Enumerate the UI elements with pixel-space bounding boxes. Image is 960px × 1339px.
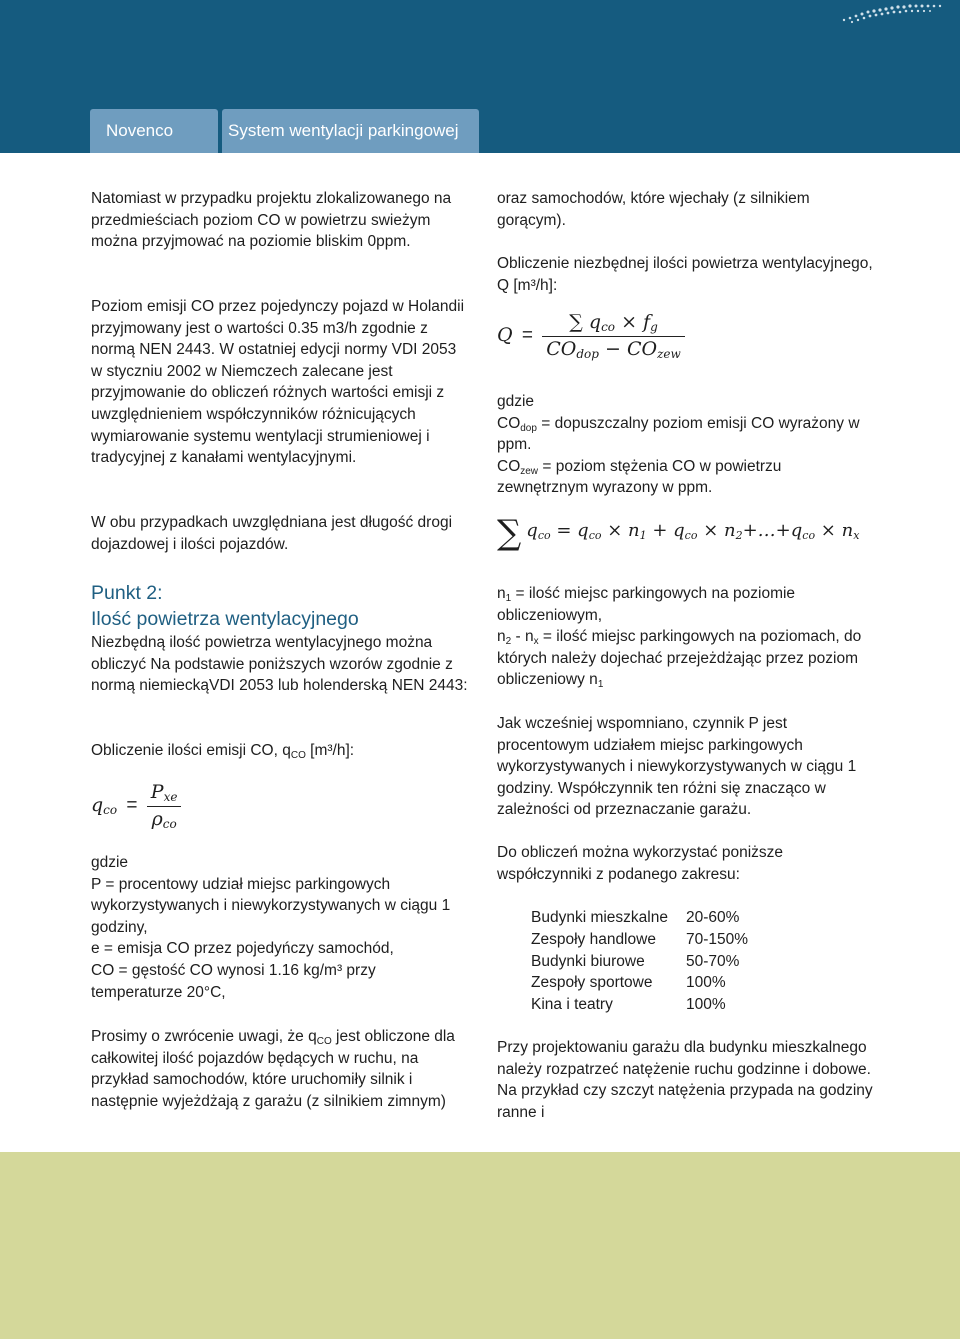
n2-desc-sub: 1 bbox=[597, 679, 604, 691]
definition-p: P = procentowy udział miejsc parkingowych wykorzystywanych i niewykorzystywanych w ciągu 1 godziny, bbox=[91, 875, 451, 936]
coefficients-table-wrap bbox=[531, 907, 871, 1016]
definition-n1 bbox=[497, 583, 877, 626]
n1-desc: = ilość miejsc parkingowych na poziomie obliczeniowym, bbox=[497, 585, 796, 624]
n2-desc: = ilość miejsc parkingowych na poziomach, do których należy dojechać przejeżdżając przez poziom obliczeniowy n bbox=[497, 628, 862, 689]
table-row bbox=[531, 907, 766, 929]
paragraph-coefficients: Do obliczeń można wykorzystać poniższe współczynniki z podanego zakresu: bbox=[497, 844, 784, 883]
left-column bbox=[91, 188, 471, 253]
paragraph-air-calc: Obliczenie niezbędnej ilości powietrza wentylacyjnego, Q [m³/h]: bbox=[497, 255, 873, 294]
co-dop-sub: dop bbox=[520, 422, 537, 434]
n2-text: n bbox=[497, 628, 506, 646]
definition-e: e = emisja CO przez pojedyńczy samochód, bbox=[91, 940, 394, 958]
right-column-6 bbox=[497, 842, 877, 885]
left-column-4 bbox=[91, 580, 471, 697]
formula-q: Q = $\frac{\sum q_{co} \times f_g}{CO_{dop} - CO_{zew}}$ bbox=[497, 312, 877, 360]
definition-co: CO = gęstość CO wynosi 1.16 kg/m³ przy temperaturze 20°C, bbox=[91, 961, 376, 1001]
table-row bbox=[531, 929, 766, 951]
paragraph-emission: Poziom emisji CO przez pojedynczy pojazd w Holandii przyjmowany jest o wartości 0.35 m3/h zgodnie z normą NEN 2443. W ostatniej edycji normy VDI 2053 w styczniu 2002 w Niemczech zalecane jest przyjmowanie do obliczeń różnych wartości emisji z uwzględnieniem współczynników różnicujących wymiarowanie systemu wentylacji strumieniowej i tradycyjnej z kanałami wentylacyjnymi. bbox=[91, 298, 465, 467]
left-column-5 bbox=[91, 740, 471, 762]
left-column-2 bbox=[91, 296, 471, 469]
right-column-4 bbox=[497, 583, 877, 691]
left-column-3 bbox=[91, 512, 471, 555]
footer-band bbox=[0, 1152, 960, 1339]
paragraph-garage-design: Przy projektowaniu garażu dla budynku mieszkalnego należy rozpatrzeć natężenie ruchu godzinne i dobowe. Na przykład czy szczyt natężenia przypada na godziny ranne i bbox=[497, 1039, 873, 1121]
coefficient-name: Kina i teatry bbox=[531, 996, 613, 1014]
coefficient-name: Zespoły sportowe bbox=[531, 974, 653, 992]
formula-sum-qco: ∑ $q_{co} = q_{co} \times n_1 + q_{co}$ × $n_2+\dots+q_{co} \times n_x$ bbox=[497, 513, 860, 553]
header-band bbox=[0, 0, 960, 153]
coefficient-name: Budynki biurowe bbox=[531, 952, 645, 970]
coefficient-value: 100% bbox=[685, 996, 726, 1014]
emission-calc-sub: CO bbox=[290, 750, 306, 761]
table-row bbox=[531, 972, 766, 994]
co-zew-text: CO bbox=[497, 457, 521, 475]
right-column-3 bbox=[497, 391, 877, 499]
paragraph-calculation: Niezbędną ilość powietrza wentylacyjnego można obliczyć Na podstawie poniższych wzorów zgodnie z normą niemieckąVDI 2053 lub holenderską NEN 2443: bbox=[91, 634, 468, 695]
paragraph-suburb: Natomiast w przypadku projektu zlokalizowanego na przedmieściach poziom CO w powietrzu swieżym można przyjmować na poziomie bliskim 0ppm. bbox=[91, 190, 452, 251]
nx-sub: x bbox=[533, 636, 539, 648]
coefficient-name: Zespoły handlowe bbox=[531, 930, 656, 948]
coefficient-value: 70-150% bbox=[685, 930, 749, 948]
where-label-right: gdzie bbox=[497, 393, 535, 410]
formula-qco: $q_{co}$ = $\frac{P_{xe}}{\rho_{co}}$ bbox=[91, 782, 471, 830]
definition-n2 bbox=[497, 626, 877, 691]
coefficient-name: Budynki mieszkalne bbox=[531, 909, 668, 927]
tab-novenco[interactable]: Novenco bbox=[90, 109, 218, 153]
emission-calc-text: Obliczenie ilości emisji CO, q bbox=[91, 742, 291, 759]
note-sub: CO bbox=[316, 1036, 332, 1047]
n2-dash: - n bbox=[511, 628, 534, 646]
co-zew-sub: zew bbox=[520, 465, 539, 477]
note-text-b: jest obliczone dla całkowitej ilość pojazdów będących w ruchu, na przykład samochodów, które uruchomiły silnik i następnie wyjeżdżają z garażu (z silnikiem zimnym) bbox=[91, 1028, 455, 1110]
coefficient-value: 100% bbox=[685, 974, 726, 992]
note-text-a: Prosimy o zwrócenie uwagi, że q bbox=[91, 1028, 317, 1045]
left-column-6 bbox=[91, 852, 471, 1003]
co-dop-desc: = dopuszczalny poziom emisji CO wyrażony w ppm. bbox=[497, 414, 860, 454]
emission-calc-label bbox=[91, 740, 471, 762]
coefficient-value: 20-60% bbox=[685, 909, 740, 927]
table-row bbox=[531, 994, 766, 1016]
right-column bbox=[497, 188, 877, 231]
definition-co-dop bbox=[497, 413, 877, 456]
co-zew-desc: = poziom stężenia CO w powietrzu zewnętrznym wyrazony w ppm. bbox=[497, 457, 782, 497]
section-heading-point: Punkt 2: bbox=[91, 582, 163, 604]
emission-calc-unit: [m³/h]: bbox=[305, 742, 355, 759]
section-heading-title: Ilość powietrza wentylacyjnego bbox=[91, 608, 359, 630]
co-dop-text: CO bbox=[497, 414, 521, 432]
where-label-left: gdzie bbox=[91, 854, 129, 871]
n1-text: n bbox=[497, 585, 506, 602]
paragraph-length: W obu przypadkach uwzględniana jest długość drogi dojazdowej i ilości pojazdów. bbox=[91, 514, 453, 553]
paragraph-hot-engine: oraz samochodów, które wjechały (z silnikiem gorącym). bbox=[497, 190, 810, 229]
n2-sub: 2 bbox=[505, 636, 512, 648]
tab-system-wentylacji[interactable]: System wentylacji parkingowej bbox=[222, 109, 479, 153]
right-column-2 bbox=[497, 253, 877, 296]
coefficient-value: 50-70% bbox=[685, 952, 740, 970]
left-column-7 bbox=[91, 1026, 471, 1112]
right-column-7 bbox=[497, 1037, 877, 1123]
definition-co-zew bbox=[497, 456, 877, 499]
paragraph-factor-p: Jak wcześniej wspomniano, czynnik P jest procentowym udziałem miejsc parkingowych wykorzystywanych i niewykorzystywanych w ciągu 1 godziny. Współczynnik ten różni się znacząco w zależności od przeznaczanie garażu. bbox=[497, 715, 857, 819]
table-row bbox=[531, 951, 766, 973]
coefficients-table bbox=[531, 907, 766, 1016]
paragraph-note bbox=[91, 1026, 471, 1112]
right-column-5 bbox=[497, 713, 877, 821]
n1-sub: 1 bbox=[505, 593, 512, 604]
company-logo-icon bbox=[838, 2, 948, 24]
